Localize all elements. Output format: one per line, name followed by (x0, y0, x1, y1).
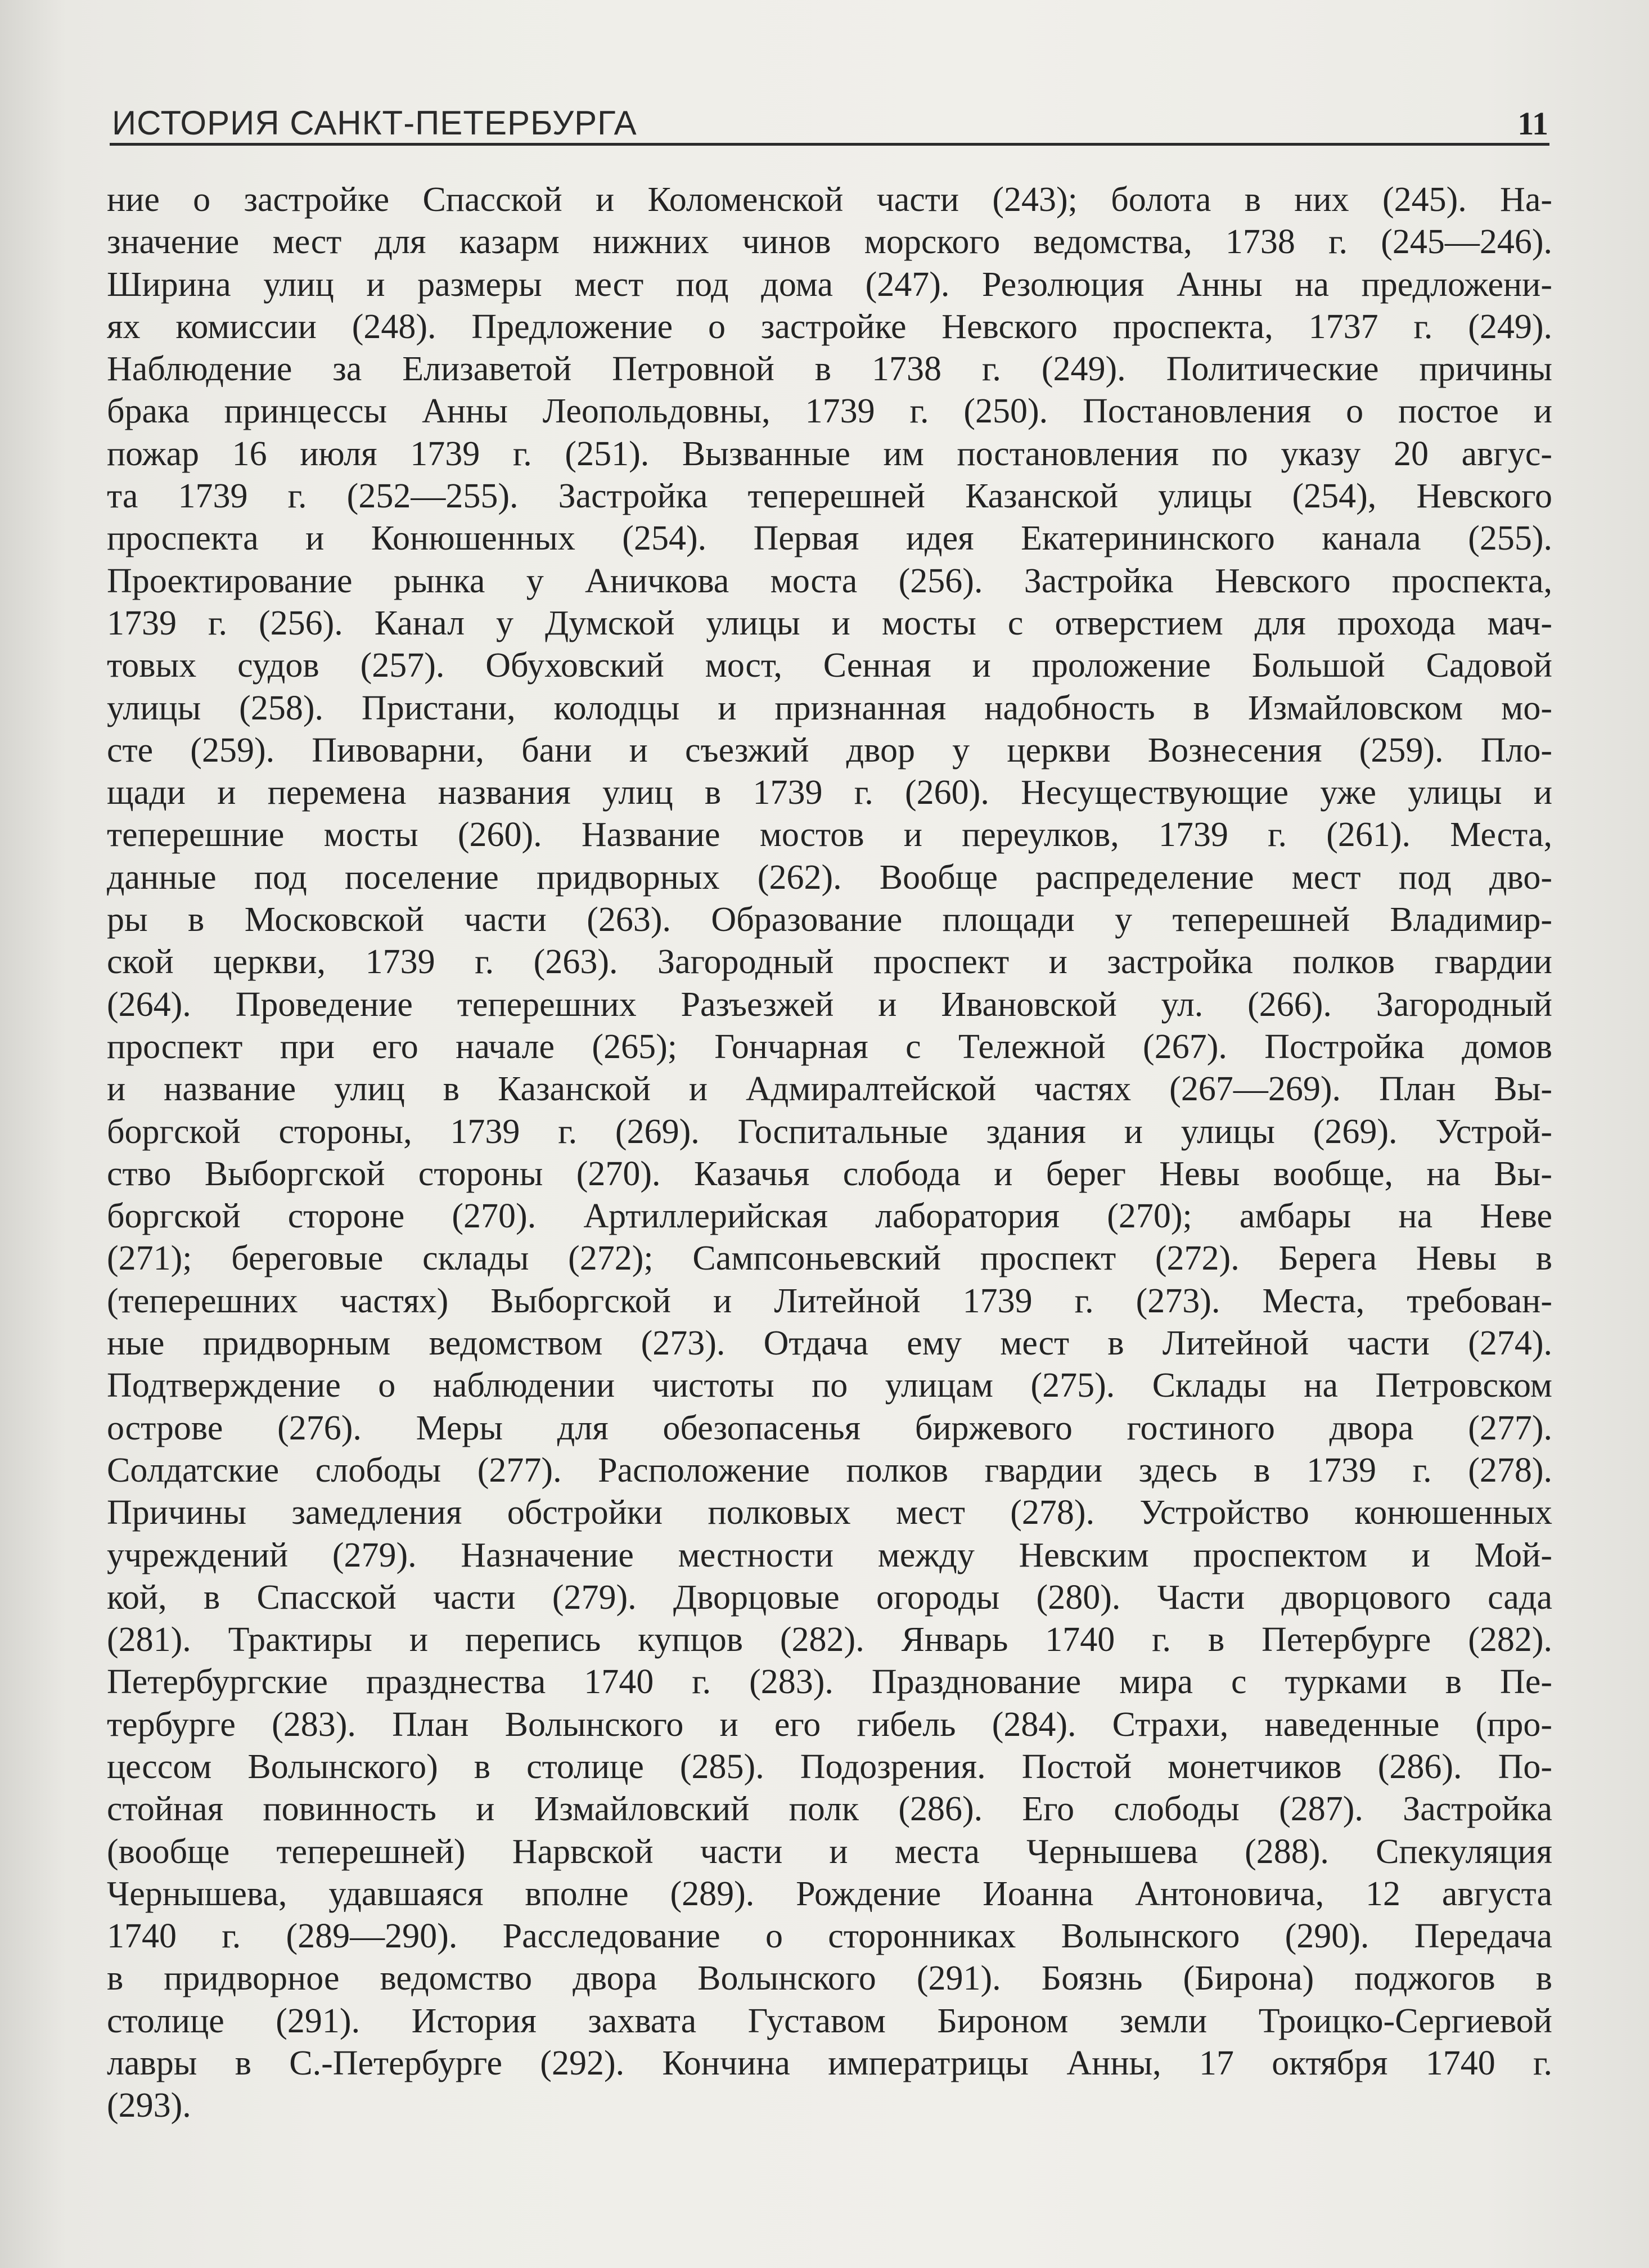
text-line: щади и перемена названия улиц в 1739 г. (260). Несуществующие уже улицы и (107, 773, 1552, 812)
text-line: сте (259). Пивоварни, бани и съезжий двор у церкви Вознесения (259). Пло- (107, 731, 1552, 770)
text-line: острове (276). Меры для обезопасенья биржевого гостиного двора (277). (107, 1408, 1552, 1447)
text-line: Причины замедления обстройки полковых мест (278). Устройство конюшенных (107, 1493, 1552, 1532)
text-line: цессом Волынского) в столице (285). Подозрения. Постой монетчиков (286). По- (107, 1747, 1552, 1786)
text-line: боргской стороны, 1739 г. (269). Госпитальные здания и улицы (269). Устрой- (107, 1112, 1552, 1151)
text-line: 1740 г. (289—290). Расследование о сторонниках Волынского (290). Передача (107, 1917, 1552, 1956)
text-line: (293). (107, 2086, 191, 2125)
text-line: проспекта и Конюшенных (254). Первая идея Екатерининского канала (255). (107, 519, 1552, 558)
text-line: боргской стороне (270). Артиллерийская лаборатория (270); амбары на Неве (107, 1197, 1552, 1236)
text-line: (теперешних частях) Выборгской и Литейной 1739 г. (273). Места, требован- (107, 1281, 1552, 1320)
text-line: ство Выборгской стороны (270). Казачья слобода и берег Невы вообще, на Вы- (107, 1154, 1552, 1193)
running-header (110, 99, 1549, 146)
text-line: ние о застройке Спасской и Коломенской части (243); болота в них (245). На- (107, 181, 1552, 219)
text-line: ской церкви, 1739 г. (263). Загородный проспект и застройка полков гвардии (107, 943, 1552, 982)
header-title: ИСТОРИЯ САНКТ-ПЕТЕРБУРГА (112, 104, 637, 142)
text-line: пожар 16 июля 1739 г. (251). Вызванные им постановления по указу 20 авгус- (107, 434, 1552, 473)
text-line: Солдатские слободы (277). Расположение полков гвардии здесь в 1739 г. (278). (107, 1451, 1552, 1490)
text-line: учреждений (279). Назначение местности между Невским проспектом и Мой- (107, 1536, 1552, 1574)
text-line: (281). Трактиры и перепись купцов (282). Январь 1740 г. в Петербурге (282). (107, 1621, 1552, 1659)
text-line: в придворное ведомство двора Волынского (291). Боязнь (Бирона) поджогов в (107, 1959, 1552, 1998)
text-line: Наблюдение за Елизаветой Петровной в 1738 г. (249). Политические причины (107, 350, 1552, 389)
text-line: стойная повинность и Измайловский полк (286). Его слободы (287). Застройка (107, 1790, 1552, 1829)
text-line: значение мест для казарм нижних чинов морского ведомства, 1738 г. (245—246). (107, 223, 1552, 262)
text-line: ры в Московской части (263). Образование площади у теперешней Владимир- (107, 901, 1552, 939)
text-line: и название улиц в Казанской и Адмиралтейской частях (267—269). План Вы- (107, 1070, 1552, 1109)
text-line: брака принцессы Анны Леопольдовны, 1739 г. (250). Постановления о постое и (107, 392, 1552, 431)
text-line: (271); береговые склады (272); Сампсоньевский проспект (272). Берега Невы в (107, 1239, 1552, 1278)
text-line: столице (291). История захвата Густавом Бироном земли Троицко-Сергиевой (107, 2001, 1552, 2040)
text-line: кой, в Спасской части (279). Дворцовые огороды (280). Части дворцового сада (107, 1578, 1552, 1617)
text-line: та 1739 г. (252—255). Застройка теперешней Казанской улицы (254), Невского (107, 477, 1552, 516)
text-line: ные придворным ведомством (273). Отдача ему мест в Литейной части (274). (107, 1324, 1552, 1363)
text-line: Подтверждение о наблюдении чистоты по улицам (275). Склады на Петровском (107, 1366, 1552, 1405)
text-line: лавры в С.-Петербурге (292). Кончина императрицы Анны, 17 октября 1740 г. (107, 2044, 1552, 2083)
text-line: теперешние мосты (260). Название мостов и переулков, 1739 г. (261). Места, (107, 816, 1552, 854)
text-line: 1739 г. (256). Канал у Думской улицы и мосты с отверстием для прохода мач- (107, 604, 1552, 642)
text-line: Петербургские празднества 1740 г. (283). Празднование мира с турками в Пе- (107, 1663, 1552, 1702)
text-line: проспект при его начале (265); Гончарная с Тележной (267). Постройка домов (107, 1027, 1552, 1066)
text-line: Проектирование рынка у Аничкова моста (256). Застройка Невского проспекта, (107, 561, 1552, 600)
text-line: данные под поселение придворных (262). Вообще распределение мест под дво- (107, 858, 1552, 897)
text-line: ях комиссии (248). Предложение о застройке Невского проспекта, 1737 г. (249). (107, 307, 1552, 346)
text-line: улицы (258). Пристани, колодцы и признанная надобность в Измайловском мо- (107, 688, 1552, 727)
text-line: Ширина улиц и размеры мест под дома (247). Резолюция Анны на предложени- (107, 265, 1552, 304)
text-line: (264). Проведение теперешних Разъезжей и Ивановской ул. (266). Загородный (107, 985, 1552, 1024)
page-number: 11 (1517, 105, 1548, 142)
body-text (107, 179, 1552, 2127)
text-line: Чернышева, удавшаяся вполне (289). Рождение Иоанна Антоновича, 12 августа (107, 1874, 1552, 1913)
text-line: товых судов (257). Обуховский мост, Сенная и проложение Большой Садовой (107, 646, 1552, 685)
text-line: тербурге (283). План Волынского и его гибель (284). Страхи, наведенные (про- (107, 1705, 1552, 1744)
text-line: (вообще теперешней) Нарвской части и места Чернышева (288). Спекуляция (107, 1832, 1552, 1871)
